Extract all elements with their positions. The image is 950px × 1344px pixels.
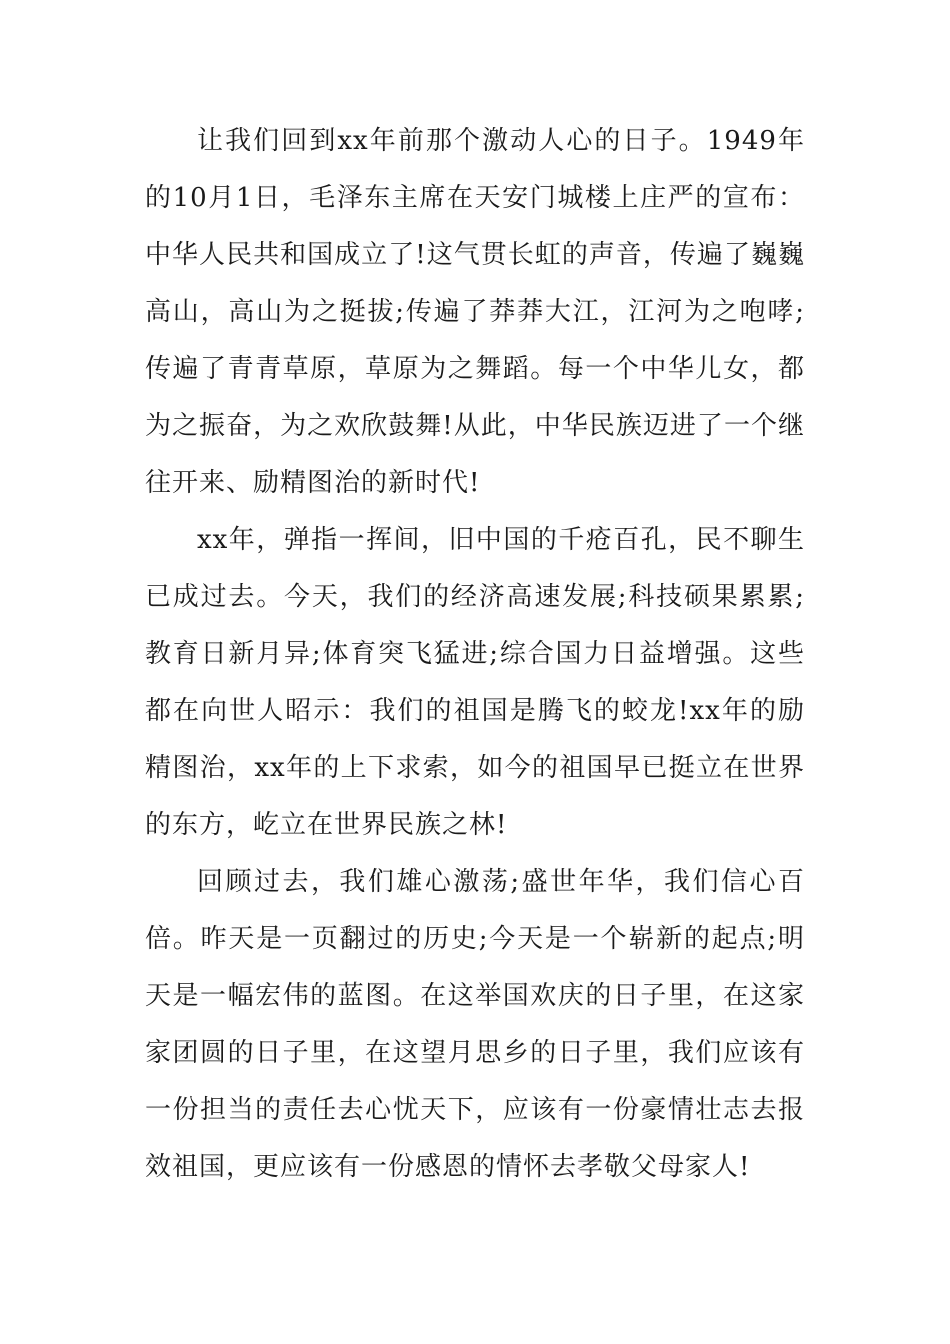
paragraph-3: 回顾过去，我们雄心激荡;盛世年华，我们信心百倍。昨天是一页翻过的历史;今天是一个崭新的起点;明天是一幅宏伟的蓝图。在这举国欢庆的日子里，在这家家团圆的日子里，在这望月思乡的日子里，我们应该有一份担当的责任去心忧天下，应该有一份豪情壮志去报效祖国，更应该有一份感恩的情怀去孝敬父母家人! [145,867,805,1182]
paragraph-2: xx年，弹指一挥间，旧中国的千疮百孔，民不聊生已成过去。今天，我们的经济高速发展;科技硕果累累;教育日新月异;体育突飞猛进;综合国力日益增强。这些都在向世人昭示：我们的祖国是腾飞的蛟龙!xx年的励精图治，xx年的上下求索，如今的祖国早已挺立在世界的东方，屹立在世界民族之林! [145,525,805,840]
paragraph-1: 让我们回到xx年前那个激动人心的日子。1949年的10月1日，毛泽东主席在天安门城楼上庄严的宣布：中华人民共和国成立了!这气贯长虹的声音，传遍了巍巍高山，高山为之挺拔;传遍了莽莽大江，江河为之咆哮;传遍了青青草原，草原为之舞蹈。每一个中华儿女，都为之振奋，为之欢欣鼓舞!从此，中华民族迈进了一个继往开来、励精图治的新时代! [145,126,805,498]
document-body [145,113,805,1196]
